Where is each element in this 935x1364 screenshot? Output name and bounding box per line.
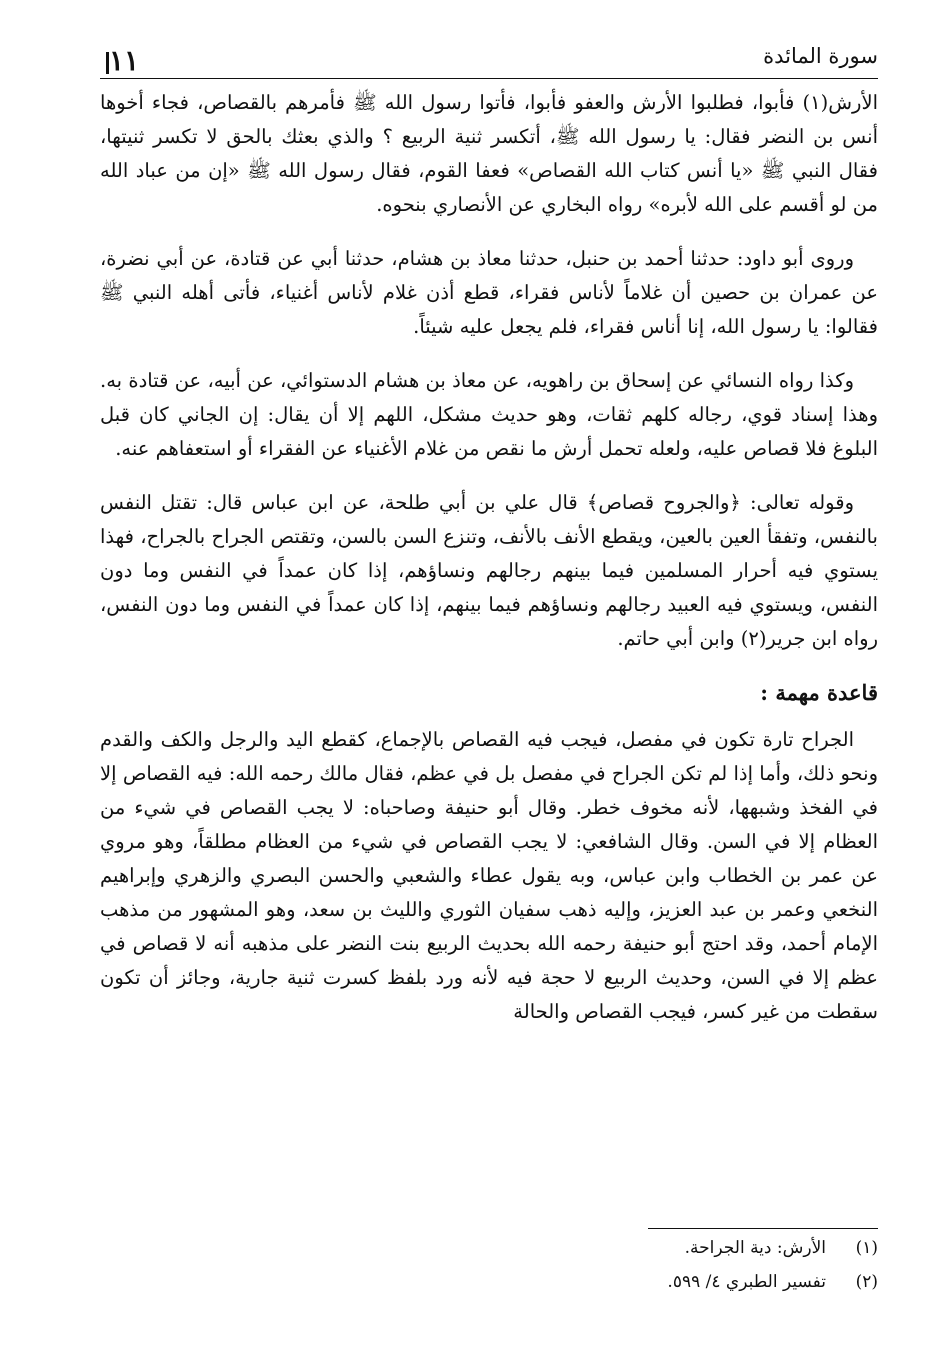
paragraph-text: الأرش(١) فأبوا، فطلبوا الأرش والعفو فأبوا، فأتوا رسول الله ﷺ فأمرهم بالقصاص، فجاء أخوها أنس بن النضر فقال: يا رسول الله ﷺ، أتكسر ثنية الربيع ؟ والذي بعثك بالحق لا تكسر ثنيتها، فقال النبي ﷺ «يا أنس كتاب الله القصاص» فعفا القوم، فقال رسول الله ﷺ «إن من عباد الله من لو أقسم على الله لأبره» رواه البخاري عن الأنصاري بنحوه.: [100, 91, 878, 216]
footnote-number: (٢): [855, 1272, 878, 1292]
page-header: [100, 40, 878, 77]
paragraph-text: وكذا رواه النسائي عن إسحاق بن راهويه، عن معاذ بن هشام الدستوائي، عن أبيه، عن قتادة به. وهذا إسناد قوي، رجاله كلهم ثقات، وهو حديث مشكل، اللهم إلا أن يقال: إن الجاني كان قبل البلوغ فلا قصاص عليه، ولعله تحمل أرش ما نقص من غلام الأغنياء عن الفقراء أو استعفاهم عنه.: [100, 369, 878, 460]
paragraph-text: وروى أبو داود: حدثنا أحمد بن حنبل، حدثنا معاذ بن هشام، حدثنا أبي عن قتادة، عن أبي نضرة، عن عمران بن حصين أن غلاماً لأناس فقراء، قطع أذن غلام لأناس أغنياء، فأتى أهله النبي ﷺ فقالوا: يا رسول الله، إنا أناس فقراء، فلم يجعل عليه شيئاً.: [100, 247, 878, 338]
section-heading: قاعدة مهمة :: [760, 680, 878, 705]
page-number: [100, 44, 139, 77]
surah-title: سورة المائدة: [763, 44, 878, 68]
paragraph-4: [100, 486, 878, 656]
footnote-divider: [648, 1228, 878, 1229]
footnote-number: (١): [855, 1238, 878, 1258]
paragraph-3: [100, 364, 878, 466]
rule-paragraph: [100, 723, 878, 1029]
footnote-text: تفسير الطبري ٤/ ٥٩٩.: [667, 1272, 826, 1292]
footnotes: [100, 1228, 878, 1297]
page-number-text: ١١: [109, 44, 140, 77]
footnote-2: [100, 1267, 878, 1297]
paragraph-text: وقوله تعالى: ﴿والجروح قصاص﴾ قال علي بن أبي طلحة، عن ابن عباس قال: تقتل النفس بالنفس، وتفقأ العين بالعين، ويقطع الأنف بالأنف، وتنزع السن بالسن، وتقتص الجراح بالجراح، فهذا يستوي فيه أحرار المسلمين فيما بينهم رجالهم ونساؤهم، إذا كان عمداً في النفس وما دون النفس، ويستوي فيه العبيد رجالهم ونساؤهم فيما بينهم، إذا كان عمداً في النفس وما دون النفس، رواه ابن جرير(٢) وابن أبي حاتم.: [100, 491, 878, 650]
book-page: [100, 40, 878, 1340]
page-body: [100, 86, 878, 1049]
footnote-1: [100, 1233, 878, 1263]
footnote-text: الأرش: دية الجراحة.: [684, 1238, 826, 1258]
paragraph-text: الجراح تارة تكون في مفصل، فيجب فيه القصاص بالإجماع، كقطع اليد والرجل والكف والقدم ونحو ذلك، وأما إذا لم تكن الجراح في مفصل بل في عظم، فقال مالك رحمه الله: فيه القصاص إلا في الفخذ وشبهها، لأنه مخوف خطر. وقال أبو حنيفة وصاحباه: لا يجب القصاص في شيء من العظام إلا في السن. وقال الشافعي: لا يجب القصاص في شيء من العظام مطلقاً، وهو مروي عن عمر بن الخطاب وابن عباس، وبه يقول عطاء والشعبي والحسن البصري والزهري وإبراهيم النخعي وعمر بن عبد العزيز، وإليه ذهب سفيان الثوري والليث بن سعد، وهو المشهور من مذهب الإمام أحمد، وقد احتج أبو حنيفة رحمه الله بحديث الربيع بنت النضر على مذهبه أنه لا قصاص في عظم إلا في السن، وحديث الربيع لا حجة فيه لأنه ورد بلفظ كسرت ثنية جارية، وجائز أن تكون سقطت من غير كسر، فيجب القصاص والحالة: [100, 728, 878, 1023]
header-divider: [100, 78, 878, 79]
paragraph-1: [100, 86, 878, 222]
paragraph-2: [100, 242, 878, 344]
